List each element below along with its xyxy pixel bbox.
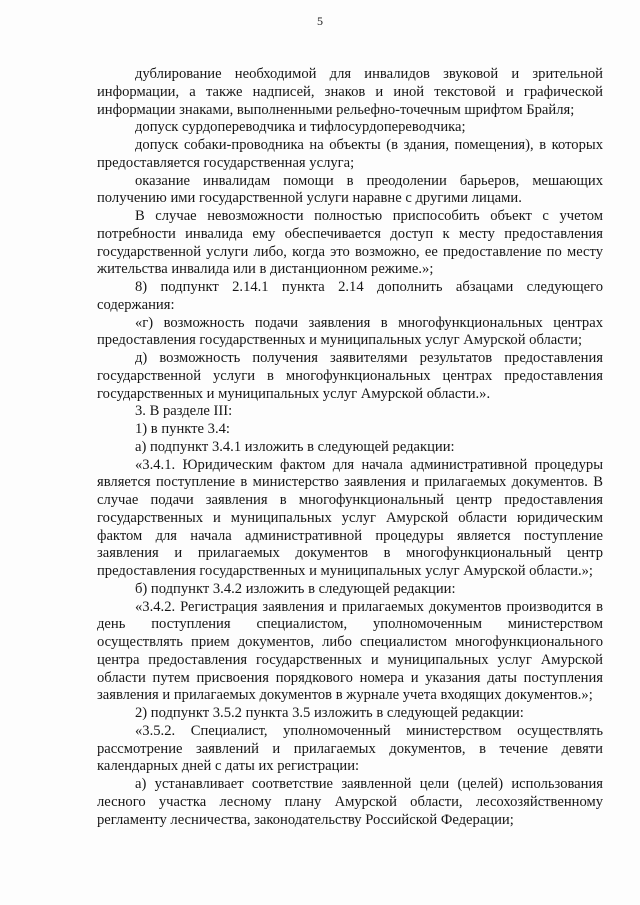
paragraph: 1) в пункте 3.4:	[135, 421, 230, 437]
paragraph: д) возможность получения заявителями результатов предоставления государственной услуги в многофункциональных центрах предоставления государственных и муниципальных услуг Амурской области.».	[97, 350, 603, 402]
paragraph: «3.4.2. Регистрация заявления и прилагаемых документов производится в день поступления специалистом, уполномоченным министерством осуществлять прием документов, либо специалистом многофункционального центра предоставления государственных и муниципальных услуг Амурской области путем присвоения порядкового номера и указания даты поступления заявления и прилагаемых документов в журнале учета входящих документов.»;	[97, 598, 603, 704]
paragraph: 2) подпункт 3.5.2 пункта 3.5 изложить в следующей редакции:	[135, 705, 524, 721]
paragraph: допуск сурдопереводчика и тифлосурдопереводчика;	[135, 119, 466, 136]
paragraph: допуск собаки-проводника на объекты (в здания, помещения), в которых предоставляется государственная услуга;	[97, 137, 603, 171]
paragraph: «г) возможность подачи заявления в многофункциональных центрах предоставления государственных и муниципальных услуг Амурской области;	[97, 314, 603, 349]
paragraph: 8) подпункт 2.14.1 пункта 2.14 дополнить абзацами следующего содержания:	[97, 279, 603, 313]
paragraph: б) подпункт 3.4.2 изложить в следующей редакции:	[135, 580, 456, 597]
paragraph: «3.4.1. Юридическим фактом для начала административной процедуры является поступление в министерство заявления и прилагаемых документов. В случае подачи заявления в многофункциональный центр предоставления государственных и муниципальных услуг Амурской области юридическим фактом для начала административной процедуры является поступление заявления и прилагаемых документов в многофункциональный центр предоставления государственных и муниципальных услуг Амурской области.»;	[97, 456, 603, 579]
paragraph: оказание инвалидам помощи в преодолении барьеров, мешающих получению ими государственной услуги наравне с другими лицами.	[97, 172, 603, 207]
paragraph: а) подпункт 3.4.1 изложить в следующей редакции:	[135, 438, 455, 455]
document-body	[97, 66, 603, 829]
paragraph: «3.5.2. Специалист, уполномоченный министерством осуществлять рассмотрение заявлений и прилагаемых документов, в течение девяти календарных дней с даты их регистрации:	[97, 722, 603, 775]
paragraph: а) устанавливает соответствие заявленной цели (целей) использования лесного участка лесному плану Амурской области, лесохозяйственному регламенту лесничества, законодательству Российской Федерации;	[97, 776, 603, 828]
page-number: 5	[317, 14, 323, 28]
paragraph: 3. В разделе III:	[135, 403, 233, 420]
paragraph: В случае невозможности полностью приспособить объект с учетом потребности инвалида ему обеспечивается доступ к месту предоставления государственной услуги либо, когда это возможно, ее предоставление по месту жительства инвалида или в дистанционном режиме.»;	[97, 208, 603, 278]
paragraph: дублирование необходимой для инвалидов звуковой и зрительной информации, а также надписей, знаков и иной текстовой и графической информации знаками, выполненными рельефно-точечным шрифтом Брайля;	[97, 66, 603, 118]
